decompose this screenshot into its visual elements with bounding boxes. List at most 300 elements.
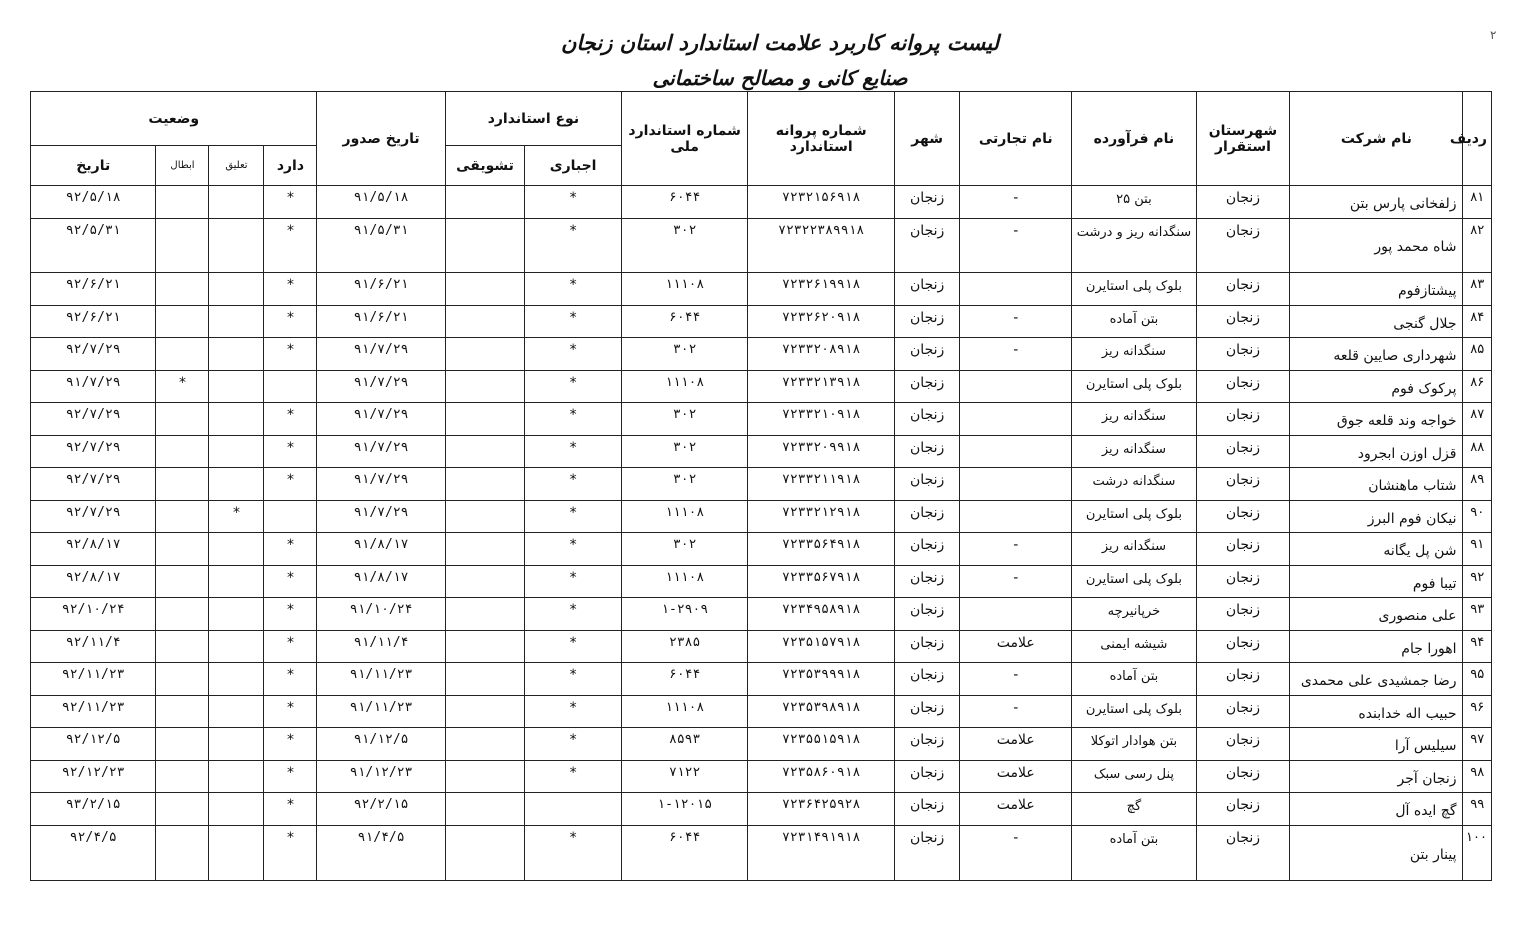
city: زنجان <box>895 695 960 728</box>
encouraging-mark <box>445 305 524 338</box>
mandatory-mark: * <box>525 630 622 663</box>
county: زنجان <box>1196 338 1290 371</box>
status-cancelled-mark <box>156 760 209 793</box>
national-std-number: ۱-۲۹۰۹ <box>622 598 748 631</box>
status-suspended-mark <box>209 793 264 826</box>
row-number: ۸۸ <box>1463 435 1492 468</box>
mandatory-mark: * <box>525 435 622 468</box>
trade-name: - <box>960 218 1072 273</box>
header-encouraging: تشویقی <box>445 146 524 186</box>
status-date: ۹۲/۷/۲۹ <box>31 468 156 501</box>
issue-date: ۹۱/۶/۲۱ <box>317 305 445 338</box>
status-cancelled-mark <box>156 598 209 631</box>
status-has-mark: * <box>264 218 317 273</box>
mandatory-mark: * <box>525 273 622 306</box>
status-has-mark: * <box>264 338 317 371</box>
product-name: بتن آماده <box>1072 825 1196 880</box>
license-number: ۷۲۳۵۳۹۸۹۱۸ <box>748 695 895 728</box>
status-cancelled-mark <box>156 468 209 501</box>
trade-name: علامت <box>960 793 1072 826</box>
encouraging-mark <box>445 565 524 598</box>
county: زنجان <box>1196 500 1290 533</box>
issue-date: ۹۱/۵/۳۱ <box>317 218 445 273</box>
status-cancelled-mark <box>156 630 209 663</box>
status-date: ۹۲/۵/۱۸ <box>31 186 156 219</box>
license-number: ۷۲۳۳۵۶۷۹۱۸ <box>748 565 895 598</box>
status-suspended-mark <box>209 598 264 631</box>
encouraging-mark <box>445 338 524 371</box>
row-number: ۹۴ <box>1463 630 1492 663</box>
table-row <box>31 468 1492 501</box>
header-product: نام فرآورده <box>1072 92 1196 186</box>
product-name: بلوک پلی استایرن <box>1072 500 1196 533</box>
company-name: پینار بتن <box>1290 825 1463 880</box>
national-std-number: ۶۰۴۴ <box>622 663 748 696</box>
license-number: ۷۲۳۳۲۱۰۹۱۸ <box>748 403 895 436</box>
status-has-mark: * <box>264 825 317 880</box>
national-std-number: ۶۰۴۴ <box>622 186 748 219</box>
trade-name <box>960 500 1072 533</box>
table-row <box>31 338 1492 371</box>
encouraging-mark <box>445 403 524 436</box>
status-date: ۹۲/۴/۵ <box>31 825 156 880</box>
status-cancelled-mark <box>156 403 209 436</box>
issue-date: ۹۱/۱۱/۲۳ <box>317 695 445 728</box>
status-has-mark: * <box>264 533 317 566</box>
city: زنجان <box>895 598 960 631</box>
mandatory-mark: * <box>525 218 622 273</box>
city: زنجان <box>895 565 960 598</box>
status-has-mark: * <box>264 565 317 598</box>
table-row <box>31 305 1492 338</box>
encouraging-mark <box>445 728 524 761</box>
status-date: ۹۲/۱۱/۲۳ <box>31 663 156 696</box>
encouraging-mark <box>445 273 524 306</box>
national-std-number: ۳۰۲ <box>622 338 748 371</box>
issue-date: ۹۱/۷/۲۹ <box>317 468 445 501</box>
national-std-number: ۲۳۸۵ <box>622 630 748 663</box>
license-number: ۷۲۳۳۲۱۳۹۱۸ <box>748 370 895 403</box>
status-suspended-mark <box>209 186 264 219</box>
issue-date: ۹۱/۷/۲۹ <box>317 435 445 468</box>
trade-name: - <box>960 565 1072 598</box>
header-national-std-no: شماره استاندارد ملی <box>622 92 748 186</box>
county: زنجان <box>1196 533 1290 566</box>
license-number: ۷۲۳۶۴۲۵۹۲۸ <box>748 793 895 826</box>
encouraging-mark <box>445 630 524 663</box>
city: زنجان <box>895 305 960 338</box>
trade-name: - <box>960 186 1072 219</box>
status-has-mark: * <box>264 403 317 436</box>
company-name: پرکوک فوم <box>1290 370 1463 403</box>
product-name: بتن هوادار اتوکلا <box>1072 728 1196 761</box>
status-date: ۹۲/۱۲/۵ <box>31 728 156 761</box>
row-number: ۹۷ <box>1463 728 1492 761</box>
table-row <box>31 500 1492 533</box>
status-has-mark: * <box>264 305 317 338</box>
encouraging-mark <box>445 500 524 533</box>
license-number: ۷۲۳۵۵۱۵۹۱۸ <box>748 728 895 761</box>
product-name: بتن آماده <box>1072 305 1196 338</box>
row-number: ۹۵ <box>1463 663 1492 696</box>
license-number: ۷۲۳۲۱۵۶۹۱۸ <box>748 186 895 219</box>
status-cancelled-mark <box>156 338 209 371</box>
mandatory-mark: * <box>525 565 622 598</box>
license-number: ۷۲۳۳۲۰۸۹۱۸ <box>748 338 895 371</box>
product-name: بلوک پلی استایرن <box>1072 273 1196 306</box>
trade-name: - <box>960 338 1072 371</box>
issue-date: ۹۱/۸/۱۷ <box>317 533 445 566</box>
city: زنجان <box>895 533 960 566</box>
mandatory-mark: * <box>525 403 622 436</box>
county: زنجان <box>1196 305 1290 338</box>
trade-name <box>960 403 1072 436</box>
issue-date: ۹۱/۴/۵ <box>317 825 445 880</box>
company-name: گچ ایده آل <box>1290 793 1463 826</box>
national-std-number: ۳۰۲ <box>622 218 748 273</box>
company-name: تیبا فوم <box>1290 565 1463 598</box>
mandatory-mark: * <box>525 338 622 371</box>
county: زنجان <box>1196 218 1290 273</box>
header-mandatory: اجباری <box>525 146 622 186</box>
encouraging-mark <box>445 468 524 501</box>
status-cancelled-mark <box>156 565 209 598</box>
status-cancelled-mark <box>156 825 209 880</box>
header-city: شهر <box>895 92 960 186</box>
company-name: زنجان آجر <box>1290 760 1463 793</box>
license-number: ۷۲۳۵۸۶۰۹۱۸ <box>748 760 895 793</box>
city: زنجان <box>895 186 960 219</box>
county: زنجان <box>1196 695 1290 728</box>
county: زنجان <box>1196 663 1290 696</box>
status-suspended-mark <box>209 218 264 273</box>
national-std-number: ۸۵۹۳ <box>622 728 748 761</box>
encouraging-mark <box>445 435 524 468</box>
license-number: ۷۲۳۳۲۱۲۹۱۸ <box>748 500 895 533</box>
issue-date: ۹۱/۷/۲۹ <box>317 403 445 436</box>
county: زنجان <box>1196 186 1290 219</box>
status-suspended-mark <box>209 403 264 436</box>
company-name: پیشتازفوم <box>1290 273 1463 306</box>
issue-date: ۹۱/۶/۲۱ <box>317 273 445 306</box>
table-row <box>31 760 1492 793</box>
encouraging-mark <box>445 760 524 793</box>
row-number: ۸۹ <box>1463 468 1492 501</box>
status-date: ۹۲/۵/۳۱ <box>31 218 156 273</box>
encouraging-mark <box>445 370 524 403</box>
product-name: سنگدانه ریز <box>1072 403 1196 436</box>
table-row <box>31 273 1492 306</box>
company-name: سیلیس آرا <box>1290 728 1463 761</box>
license-number: ۷۲۳۵۱۵۷۹۱۸ <box>748 630 895 663</box>
status-suspended-mark <box>209 630 264 663</box>
county: زنجان <box>1196 760 1290 793</box>
row-number: ۹۰ <box>1463 500 1492 533</box>
issue-date: ۹۱/۱۱/۴ <box>317 630 445 663</box>
national-std-number: ۳۰۲ <box>622 435 748 468</box>
company-name: قزل اوزن ابجرود <box>1290 435 1463 468</box>
encouraging-mark <box>445 533 524 566</box>
county: زنجان <box>1196 435 1290 468</box>
row-number: ۹۳ <box>1463 598 1492 631</box>
status-cancelled-mark <box>156 186 209 219</box>
mandatory-mark: * <box>525 825 622 880</box>
header-suspended: تعلیق <box>209 146 264 186</box>
row-number: ۸۲ <box>1463 218 1492 273</box>
trade-name: - <box>960 825 1072 880</box>
header-county: شهرستان استقرار <box>1196 92 1290 186</box>
company-name: رضا جمشیدی علی محمدی <box>1290 663 1463 696</box>
mandatory-mark: * <box>525 760 622 793</box>
product-name: سنگدانه ریز <box>1072 338 1196 371</box>
trade-name: - <box>960 663 1072 696</box>
city: زنجان <box>895 468 960 501</box>
license-table <box>30 91 1492 881</box>
table-row <box>31 825 1492 880</box>
mandatory-mark: * <box>525 500 622 533</box>
status-date: ۹۲/۶/۲۱ <box>31 305 156 338</box>
status-cancelled-mark <box>156 218 209 273</box>
product-name: بلوک پلی استایرن <box>1072 695 1196 728</box>
company-name: حبیب اله خدابنده <box>1290 695 1463 728</box>
product-name: شیشه ایمنی <box>1072 630 1196 663</box>
mandatory-mark <box>525 793 622 826</box>
status-suspended-mark <box>209 338 264 371</box>
issue-date: ۹۱/۱۰/۲۴ <box>317 598 445 631</box>
product-name: خرپانیرچه <box>1072 598 1196 631</box>
status-has-mark: * <box>264 630 317 663</box>
table-row <box>31 218 1492 273</box>
table-row <box>31 370 1492 403</box>
status-date: ۹۲/۷/۲۹ <box>31 435 156 468</box>
status-suspended-mark <box>209 695 264 728</box>
company-name: شهرداری صایین قلعه <box>1290 338 1463 371</box>
status-date: ۹۲/۶/۲۱ <box>31 273 156 306</box>
encouraging-mark <box>445 825 524 880</box>
trade-name: علامت <box>960 760 1072 793</box>
status-suspended-mark <box>209 533 264 566</box>
city: زنجان <box>895 825 960 880</box>
status-suspended-mark <box>209 663 264 696</box>
corner-mark: ۲ <box>1490 28 1497 42</box>
row-number: ۸۴ <box>1463 305 1492 338</box>
city: زنجان <box>895 435 960 468</box>
company-name: اهورا جام <box>1290 630 1463 663</box>
issue-date: ۹۱/۱۲/۲۳ <box>317 760 445 793</box>
status-cancelled-mark <box>156 793 209 826</box>
county: زنجان <box>1196 728 1290 761</box>
product-name: گچ <box>1072 793 1196 826</box>
license-number: ۷۲۳۳۲۰۹۹۱۸ <box>748 435 895 468</box>
status-date: ۹۲/۷/۲۹ <box>31 500 156 533</box>
license-number: ۷۲۳۲۶۲۰۹۱۸ <box>748 305 895 338</box>
trade-name: - <box>960 695 1072 728</box>
city: زنجان <box>895 273 960 306</box>
header-has: دارد <box>264 146 317 186</box>
status-has-mark <box>264 370 317 403</box>
company-name: جلال گنجی <box>1290 305 1463 338</box>
status-date: ۹۲/۸/۱۷ <box>31 533 156 566</box>
encouraging-mark <box>445 218 524 273</box>
company-name: شاه محمد پور <box>1290 218 1463 273</box>
encouraging-mark <box>445 598 524 631</box>
table-row <box>31 565 1492 598</box>
company-name: خواجه وند قلعه جوق <box>1290 403 1463 436</box>
trade-name <box>960 273 1072 306</box>
row-number: ۸۷ <box>1463 403 1492 436</box>
national-std-number: ۱-۱۲۰۱۵ <box>622 793 748 826</box>
status-suspended-mark: * <box>209 500 264 533</box>
city: زنجان <box>895 663 960 696</box>
status-date: ۹۲/۷/۲۹ <box>31 338 156 371</box>
national-std-number: ۳۰۲ <box>622 533 748 566</box>
national-std-number: ۱۱۱۰۸ <box>622 273 748 306</box>
mandatory-mark: * <box>525 370 622 403</box>
status-has-mark: * <box>264 728 317 761</box>
encouraging-mark <box>445 663 524 696</box>
status-cancelled-mark <box>156 728 209 761</box>
city: زنجان <box>895 760 960 793</box>
county: زنجان <box>1196 403 1290 436</box>
national-std-number: ۱۱۱۰۸ <box>622 370 748 403</box>
city: زنجان <box>895 630 960 663</box>
encouraging-mark <box>445 695 524 728</box>
product-name: سنگدانه ریز <box>1072 435 1196 468</box>
table-row <box>31 630 1492 663</box>
trade-name <box>960 370 1072 403</box>
county: زنجان <box>1196 825 1290 880</box>
product-name: بتن آماده <box>1072 663 1196 696</box>
national-std-number: ۳۰۲ <box>622 403 748 436</box>
status-has-mark: * <box>264 186 317 219</box>
status-cancelled-mark <box>156 305 209 338</box>
row-number: ۹۱ <box>1463 533 1492 566</box>
license-number: ۷۲۳۳۵۶۴۹۱۸ <box>748 533 895 566</box>
issue-date: ۹۲/۲/۱۵ <box>317 793 445 826</box>
company-name: علی منصوری <box>1290 598 1463 631</box>
status-cancelled-mark: * <box>156 370 209 403</box>
mandatory-mark: * <box>525 695 622 728</box>
trade-name: علامت <box>960 630 1072 663</box>
company-name: نیکان فوم البرز <box>1290 500 1463 533</box>
row-number: ۹۸ <box>1463 760 1492 793</box>
status-date: ۹۲/۱۱/۴ <box>31 630 156 663</box>
county: زنجان <box>1196 370 1290 403</box>
city: زنجان <box>895 728 960 761</box>
county: زنجان <box>1196 273 1290 306</box>
issue-date: ۹۱/۱۲/۵ <box>317 728 445 761</box>
status-has-mark: * <box>264 695 317 728</box>
product-name: پنل رسی سبک <box>1072 760 1196 793</box>
trade-name: علامت <box>960 728 1072 761</box>
status-suspended-mark <box>209 370 264 403</box>
national-std-number: ۳۰۲ <box>622 468 748 501</box>
encouraging-mark <box>445 793 524 826</box>
license-number: ۷۲۳۵۳۹۹۹۱۸ <box>748 663 895 696</box>
trade-name: - <box>960 305 1072 338</box>
mandatory-mark: * <box>525 186 622 219</box>
row-number: ۸۵ <box>1463 338 1492 371</box>
status-suspended-mark <box>209 565 264 598</box>
status-cancelled-mark <box>156 435 209 468</box>
county: زنجان <box>1196 565 1290 598</box>
county: زنجان <box>1196 468 1290 501</box>
city: زنجان <box>895 793 960 826</box>
mandatory-mark: * <box>525 663 622 696</box>
status-has-mark: * <box>264 793 317 826</box>
row-number: ۹۲ <box>1463 565 1492 598</box>
header-issue-date: تاریخ صدور <box>317 92 445 186</box>
status-suspended-mark <box>209 305 264 338</box>
status-cancelled-mark <box>156 533 209 566</box>
national-std-number: ۶۰۴۴ <box>622 305 748 338</box>
row-number: ۹۶ <box>1463 695 1492 728</box>
table-row <box>31 533 1492 566</box>
table-row <box>31 435 1492 468</box>
trade-name <box>960 435 1072 468</box>
status-has-mark: * <box>264 435 317 468</box>
row-number: ۹۹ <box>1463 793 1492 826</box>
mandatory-mark: * <box>525 598 622 631</box>
encouraging-mark <box>445 186 524 219</box>
trade-name: - <box>960 533 1072 566</box>
status-suspended-mark <box>209 468 264 501</box>
license-number: ۷۲۳۳۲۱۱۹۱۸ <box>748 468 895 501</box>
status-suspended-mark <box>209 728 264 761</box>
header-date: تاریخ <box>31 146 156 186</box>
city: زنجان <box>895 370 960 403</box>
city: زنجان <box>895 218 960 273</box>
header-trade-name: نام تجارتی <box>960 92 1072 186</box>
header-std-type: نوع استاندارد <box>445 92 621 146</box>
status-suspended-mark <box>209 825 264 880</box>
status-has-mark <box>264 500 317 533</box>
row-number: ۸۳ <box>1463 273 1492 306</box>
status-date: ۹۲/۷/۲۹ <box>31 403 156 436</box>
mandatory-mark: * <box>525 728 622 761</box>
header-company: نام شرکت <box>1290 92 1463 186</box>
status-suspended-mark <box>209 273 264 306</box>
table-row <box>31 793 1492 826</box>
table-row <box>31 403 1492 436</box>
product-name: سنگدانه ریز <box>1072 533 1196 566</box>
status-has-mark: * <box>264 468 317 501</box>
status-has-mark: * <box>264 663 317 696</box>
product-name: بتن ۲۵ <box>1072 186 1196 219</box>
header-cancelled: ابطال <box>156 146 209 186</box>
mandatory-mark: * <box>525 305 622 338</box>
license-number: ۷۲۳۱۴۹۱۹۱۸ <box>748 825 895 880</box>
status-date: ۹۳/۲/۱۵ <box>31 793 156 826</box>
issue-date: ۹۱/۵/۱۸ <box>317 186 445 219</box>
county: زنجان <box>1196 598 1290 631</box>
status-has-mark: * <box>264 760 317 793</box>
national-std-number: ۶۰۴۴ <box>622 825 748 880</box>
status-date: ۹۲/۸/۱۷ <box>31 565 156 598</box>
document-title: لیست پروانه کاربرد علامت استاندارد استان زنجان <box>560 30 1000 55</box>
issue-date: ۹۱/۷/۲۹ <box>317 500 445 533</box>
issue-date: ۹۱/۷/۲۹ <box>317 370 445 403</box>
city: زنجان <box>895 500 960 533</box>
company-name: زلفخانی پارس بتن <box>1290 186 1463 219</box>
product-name: سنگدانه ریز و درشت <box>1072 218 1196 273</box>
product-name: بلوک پلی استایرن <box>1072 565 1196 598</box>
company-name: شن پل یگانه <box>1290 533 1463 566</box>
status-date: ۹۲/۱۱/۲۳ <box>31 695 156 728</box>
table-row <box>31 598 1492 631</box>
issue-date: ۹۱/۷/۲۹ <box>317 338 445 371</box>
status-cancelled-mark <box>156 695 209 728</box>
